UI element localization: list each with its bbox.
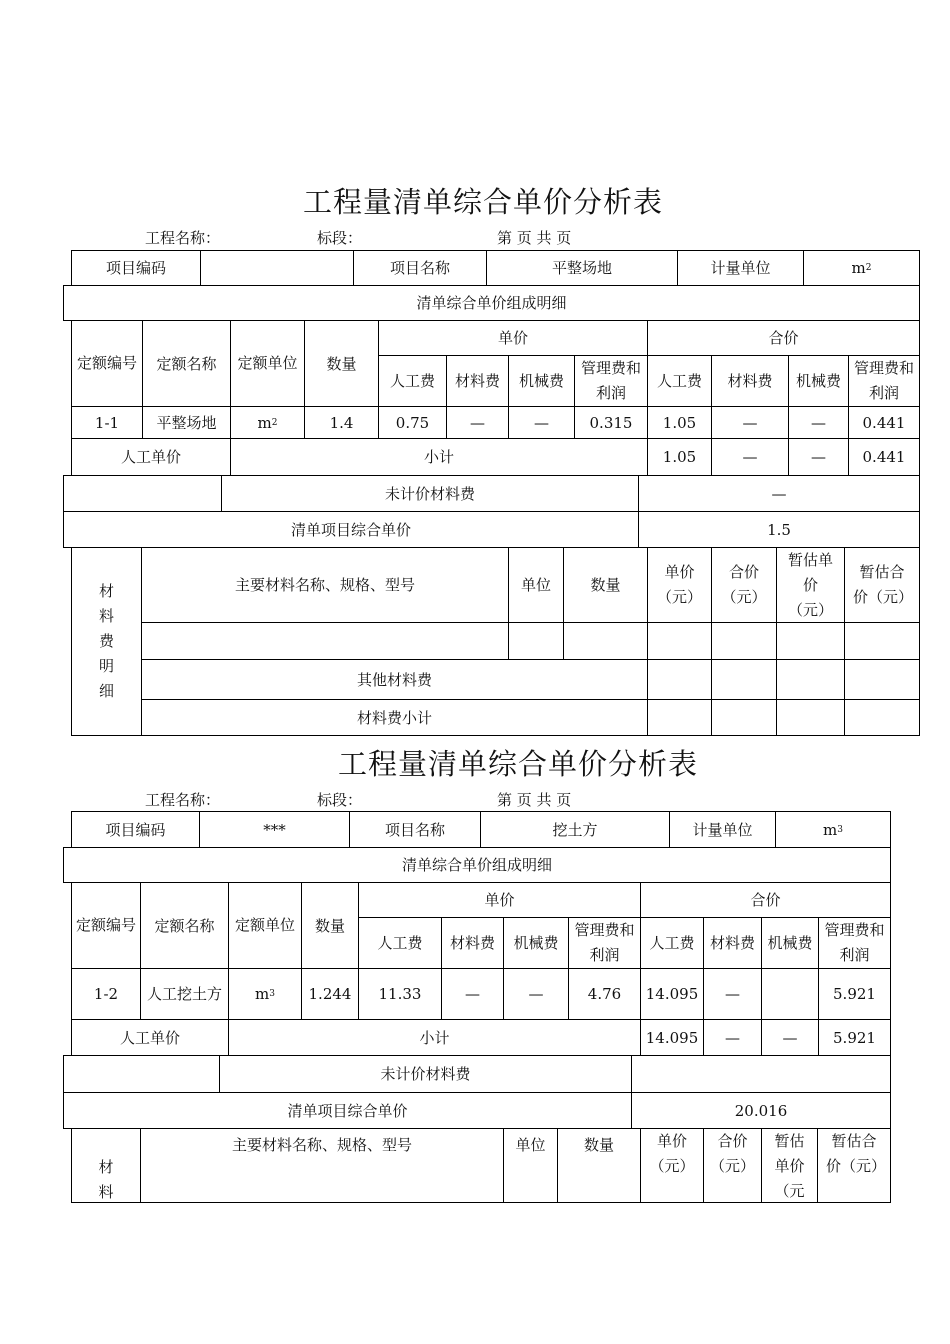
other-material-est-unit-price [776, 659, 845, 700]
unpriced-material-label: 未计价材料费 [221, 475, 639, 512]
col-total-machine: 机械费 [761, 917, 819, 969]
unit-value: m 3 [775, 811, 891, 848]
detail-header: 清单综合单价组成明细 [63, 285, 920, 321]
subtotal-label: 小计 [230, 438, 648, 476]
material-unit-price-header: 单价（元） [640, 1128, 704, 1203]
material-row-name [141, 622, 509, 660]
subtotal-machine: — [761, 1019, 819, 1056]
quota-labor: 0.75 [378, 406, 447, 439]
col-labor: 人工费 [378, 355, 447, 407]
quota-unit: m 2 [230, 406, 305, 439]
col-mgmt: 管理费和利润 [568, 917, 641, 969]
col-mgmt: 管理费和利润 [574, 355, 648, 407]
quota-no: 1-2 [71, 968, 141, 1020]
quota-qty: 1.4 [304, 406, 379, 439]
subtotal-machine: — [788, 438, 849, 476]
quota-total-machine: — [788, 406, 849, 439]
comprehensive-value: 20.016 [631, 1092, 891, 1129]
quota-total-material: — [711, 406, 789, 439]
unit-value: m 2 [803, 250, 920, 286]
col-quota-name: 定额名称 [142, 320, 231, 407]
unit-label: 计量单位 [669, 811, 776, 848]
material-total-header: 合价（元） [711, 547, 777, 623]
comprehensive-label: 清单项目综合单价 [63, 1092, 632, 1129]
subtotal-mgmt: 0.441 [848, 438, 920, 476]
material-name-spec-header: 主要材料名称、规格、型号 [141, 547, 509, 623]
material-subtotal-unit-price [647, 699, 712, 736]
item-code-value [200, 250, 354, 286]
subtotal-material: — [711, 438, 789, 476]
material-qty-header: 数量 [563, 547, 648, 623]
col-total-mgmt: 管理费和利润 [818, 917, 891, 969]
col-quota-no: 定额编号 [71, 320, 143, 407]
subtotal-labor: 1.05 [647, 438, 712, 476]
col-total-labor: 人工费 [647, 355, 712, 407]
subtotal-label: 小计 [228, 1019, 641, 1056]
col-quantity: 数量 [304, 320, 379, 407]
comprehensive-value: 1.5 [638, 511, 920, 548]
item-code-label: 项目编码 [71, 811, 200, 848]
material-row-unit-price [647, 622, 712, 660]
material-est-unit-price-header: 暂估单价（元） [776, 547, 845, 623]
comprehensive-label: 清单项目综合单价 [63, 511, 639, 548]
detail-header: 清单综合单价组成明细 [63, 847, 891, 883]
quota-total-mgmt: 0.441 [848, 406, 920, 439]
material-row-est-total [844, 622, 920, 660]
col-quota-unit: 定额单位 [228, 882, 302, 969]
quota-qty: 1.244 [301, 968, 359, 1020]
subtotal-labor: 14.095 [640, 1019, 704, 1056]
col-total-machine: 机械费 [788, 355, 849, 407]
col-total-mgmt: 管理费和利润 [848, 355, 920, 407]
project-name-label: 工程名称： [145, 229, 221, 247]
quota-material: — [446, 406, 509, 439]
col-total-labor: 人工费 [640, 917, 704, 969]
col-unit-price: 单价 [378, 320, 648, 356]
page-label: 第 页 共 页 [497, 791, 572, 809]
col-quota-no: 定额编号 [71, 882, 141, 969]
project-name-label: 工程名称： [145, 791, 221, 809]
material-est-total-header: 暂估合价（元） [817, 1128, 891, 1203]
material-subtotal-est-unit-price [776, 699, 845, 736]
material-name-spec-header: 主要材料名称、规格、型号 [140, 1128, 504, 1203]
col-machine: 机械费 [508, 355, 575, 407]
col-total-price: 合价 [640, 882, 891, 918]
material-total-header: 合价（元） [703, 1128, 762, 1203]
col-quota-name: 定额名称 [140, 882, 229, 969]
col-total-price: 合价 [647, 320, 920, 356]
unpriced-material-label: 未计价材料费 [219, 1055, 632, 1093]
material-detail-side-label: 材料 [71, 1128, 141, 1203]
col-labor: 人工费 [358, 917, 442, 969]
quota-machine: — [508, 406, 575, 439]
col-total-material: 材料费 [703, 917, 762, 969]
col-quantity: 数量 [301, 882, 359, 969]
page-label: 第 页 共 页 [497, 229, 572, 247]
material-subtotal-total [711, 699, 777, 736]
material-unit-header: 单位 [508, 547, 564, 623]
quota-no: 1-1 [71, 406, 143, 439]
material-subtotal-est-total [844, 699, 920, 736]
col-material: 材料费 [446, 355, 509, 407]
unpriced-blank [63, 1055, 220, 1093]
item-name-value: 平整场地 [486, 250, 678, 286]
material-row-est-unit-price [776, 622, 845, 660]
labor-unit-price-label: 人工单价 [71, 1019, 229, 1056]
col-machine: 机械费 [503, 917, 569, 969]
material-est-total-header: 暂估合价（元） [844, 547, 920, 623]
quota-mgmt: 4.76 [568, 968, 641, 1020]
quota-mgmt: 0.315 [574, 406, 648, 439]
other-material-total [711, 659, 777, 700]
section-label: 标段： [317, 229, 363, 247]
sheet-title: 工程量清单综合单价分析表 [338, 747, 699, 781]
sheet-title: 工程量清单综合单价分析表 [303, 185, 664, 219]
material-row-qty [563, 622, 648, 660]
labor-unit-price-label: 人工单价 [71, 438, 231, 476]
quota-total-labor: 14.095 [640, 968, 704, 1020]
subtotal-material: — [703, 1019, 762, 1056]
other-material-est-total [844, 659, 920, 700]
col-unit-price: 单价 [358, 882, 641, 918]
col-material: 材料费 [441, 917, 504, 969]
other-material-unit-price [647, 659, 712, 700]
material-subtotal-label: 材料费小计 [141, 699, 648, 736]
quota-name: 人工挖土方 [140, 968, 229, 1020]
quota-total-machine [761, 968, 819, 1020]
item-name-value: 挖土方 [480, 811, 670, 848]
material-unit-price-header: 单价（元） [647, 547, 712, 623]
unpriced-material-value: — [638, 475, 920, 512]
material-unit-header: 单位 [503, 1128, 558, 1203]
quota-total-material: — [703, 968, 762, 1020]
col-total-material: 材料费 [711, 355, 789, 407]
material-row-total [711, 622, 777, 660]
quota-labor: 11.33 [358, 968, 442, 1020]
material-est-unit-price-header: 暂估单价（元 [761, 1128, 818, 1203]
material-detail-side-label: 材料费明细 [71, 547, 142, 736]
item-code-label: 项目编码 [71, 250, 201, 286]
item-name-label: 项目名称 [349, 811, 481, 848]
unit-label: 计量单位 [677, 250, 804, 286]
col-quota-unit: 定额单位 [230, 320, 305, 407]
material-row-unit [508, 622, 564, 660]
quota-unit: m 3 [228, 968, 302, 1020]
quota-material: — [441, 968, 504, 1020]
quota-total-labor: 1.05 [647, 406, 712, 439]
material-qty-header: 数量 [557, 1128, 641, 1203]
unpriced-blank [63, 475, 222, 512]
item-name-label: 项目名称 [353, 250, 487, 286]
quota-name: 平整场地 [142, 406, 231, 439]
section-label: 标段： [317, 791, 363, 809]
unpriced-material-value [631, 1055, 891, 1093]
quota-total-mgmt: 5.921 [818, 968, 891, 1020]
other-material-label: 其他材料费 [141, 659, 648, 700]
subtotal-mgmt: 5.921 [818, 1019, 891, 1056]
item-code-value: *** [199, 811, 350, 848]
quota-machine: — [503, 968, 569, 1020]
